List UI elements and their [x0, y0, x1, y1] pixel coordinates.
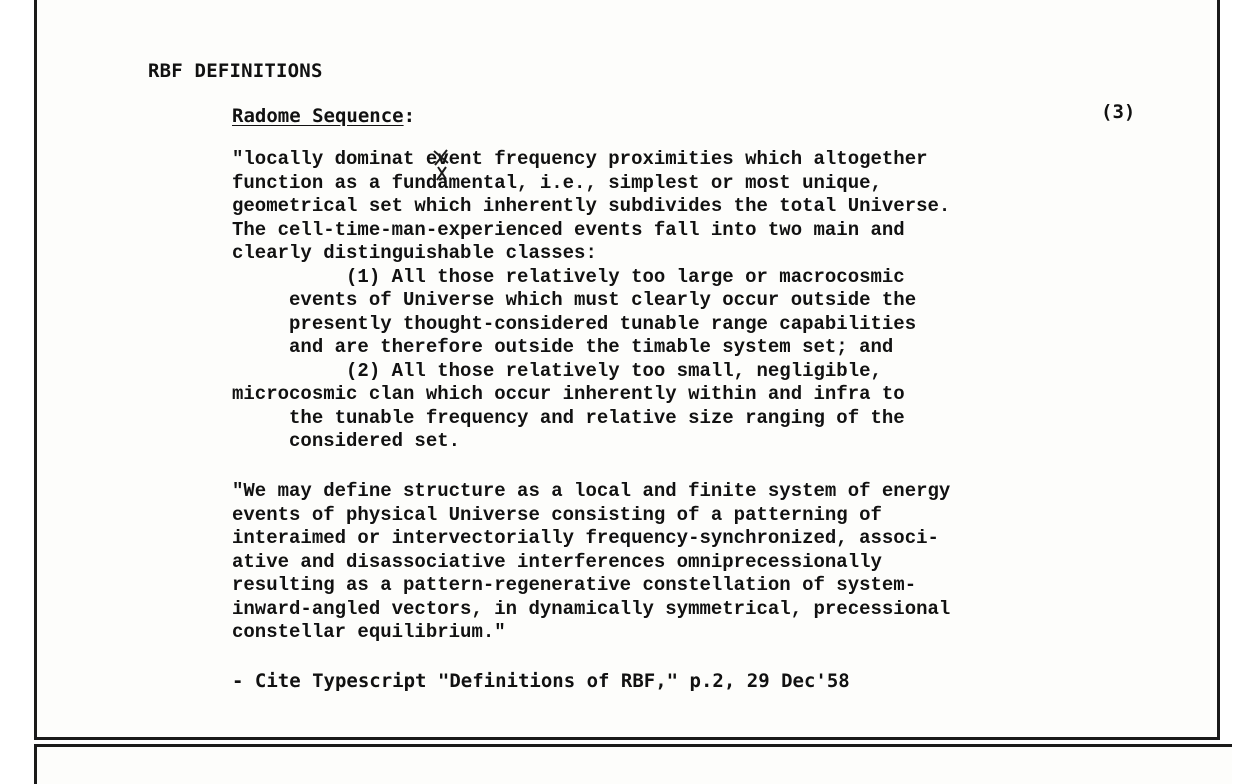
quote2-line: interaimed or intervectorially frequency-synchronized, associ- [232, 527, 939, 549]
quote1-line: The cell-time-man-experienced events fall into two main and [232, 218, 905, 241]
quote1-line: (1) All those relatively too large or macrocosmic [232, 265, 905, 288]
quote2-line: resulting as a pattern-regenerative constellation of system- [232, 574, 917, 596]
quote1-line: (2) All those relatively too small, negligible, [232, 359, 882, 382]
quote1-line: considered set. [232, 430, 461, 452]
next-card-edge [34, 744, 1232, 784]
quote1-line: microcosmic clan which occur inherently within and infra to [232, 383, 905, 405]
quote2-line: events of physical Universe consisting of a patterning of [232, 503, 882, 526]
quote1-line: geometrical set which inherently subdivides the total Universe. [232, 195, 951, 217]
citation: - Cite Typescript "Definitions of RBF," p.2, 29 Dec'58 [232, 670, 850, 692]
handwritten-correction-mark [428, 147, 454, 183]
definition-quote-1 [232, 148, 950, 454]
entry-title [232, 105, 415, 127]
quote2-line: inward-angled vectors, in dynamically symmetrical, precessional [232, 597, 951, 620]
quote2-line: ative and disassociative interferences omniprecessionally [232, 550, 882, 573]
quote1-line: presently thought-considered tunable range capabilities [232, 312, 917, 335]
entry-title-text: Radome Sequence [232, 105, 404, 127]
quote1-line: "locally dominat event frequency proximities which altogether [232, 148, 928, 170]
quote2-line: constellar equilibrium." [232, 621, 506, 643]
quote1-line: clearly distinguishable classes: [232, 242, 597, 264]
quote2-line: "We may define structure as a local and finite system of energy [232, 480, 951, 502]
quote1-line: events of Universe which must clearly occur outside the [232, 289, 917, 311]
quote1-line: function as a fundamental, i.e., simplest or most unique, [232, 171, 882, 194]
page-number: (3) [1101, 101, 1136, 123]
card-heading: RBF DEFINITIONS [148, 60, 323, 82]
quote1-line: and are therefore outside the timable system set; and [232, 336, 894, 358]
definition-quote-2 [232, 480, 950, 645]
quote1-line: the tunable frequency and relative size ranging of the [232, 406, 905, 429]
entry-title-colon: : [403, 105, 416, 127]
